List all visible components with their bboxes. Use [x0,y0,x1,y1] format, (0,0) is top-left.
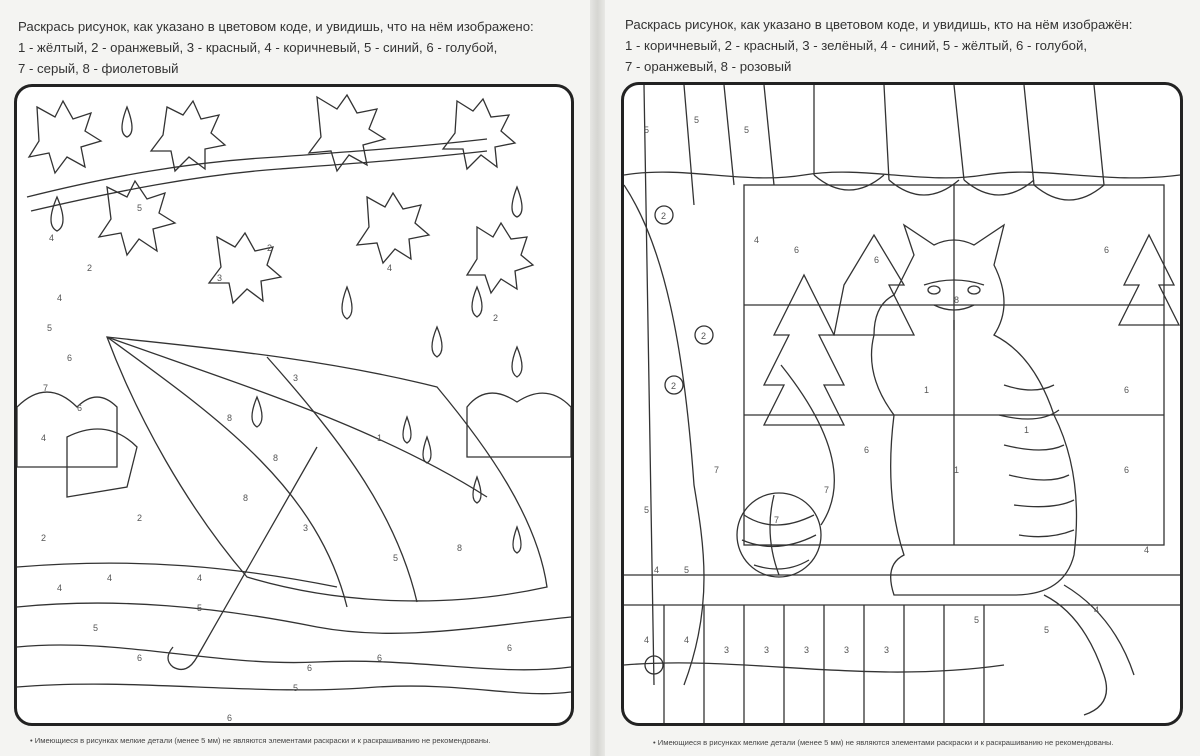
right-instructions [625,14,1132,77]
left-instruction-line: 7 - серый, 8 - фиолетовый [18,61,179,76]
area-number: 6 [874,255,880,265]
area-number: 5 [93,623,99,633]
area-number: 1 [924,385,930,395]
left-coloring-page [0,0,590,756]
area-number: 1 [377,433,383,443]
book-gutter [590,0,605,756]
area-number: 5 [293,683,299,693]
area-number: 5 [137,203,143,213]
area-number: 6 [137,653,143,663]
area-number: 4 [387,263,393,273]
area-number: 3 [217,273,223,283]
left-instructions [18,16,534,79]
area-number: 6 [1124,465,1130,475]
umbrella-leaves-line-art [17,87,571,723]
area-number: 5 [744,125,750,135]
left-footnote: • Имеющиеся в рисунках мелкие детали (менее 5 мм) не являются элементами раскраски и к раскрашиванию не рекомендованы. [30,736,491,745]
area-number: 7 [824,485,830,495]
area-number: 4 [754,235,760,245]
area-number: 4 [684,635,690,645]
area-number: 3 [764,645,770,655]
area-number: 4 [1144,545,1150,555]
area-number: 7 [43,383,49,393]
area-number: 4 [197,573,203,583]
area-number: 8 [273,453,279,463]
area-number: 5 [197,603,203,613]
area-number: 3 [884,645,890,655]
area-number: 4 [41,433,47,443]
area-number: 8 [243,493,249,503]
area-number: 4 [1094,605,1100,615]
area-number: 4 [644,635,650,645]
left-instruction-line: Раскрась рисунок, как указано в цветовом коде, и увидишь, что на нём изображено: [18,19,534,34]
area-number: 2 [661,211,667,221]
area-number: 6 [1124,385,1130,395]
area-number: 3 [293,373,299,383]
area-number: 6 [307,663,313,673]
area-number: 4 [654,565,660,575]
area-number: 4 [107,573,113,583]
area-number: 2 [87,263,93,273]
left-instruction-line: 1 - жёлтый, 2 - оранжевый, 3 - красный, 4 - коричневый, 5 - синий, 6 - голубой, [18,40,498,55]
area-number: 5 [644,505,650,515]
area-number: 5 [47,323,53,333]
area-number: 6 [1104,245,1110,255]
right-coloring-page [605,0,1200,756]
area-number: 6 [227,713,233,723]
area-number: 4 [57,293,63,303]
right-instruction-line: 7 - оранжевый, 8 - розовый [625,59,792,74]
area-number: 6 [377,653,383,663]
area-number: 6 [67,353,73,363]
area-number: 8 [954,295,960,305]
area-number: 5 [1044,625,1050,635]
area-number: 5 [644,125,650,135]
area-number: 3 [303,523,309,533]
area-number: 2 [493,313,499,323]
area-number: 2 [41,533,47,543]
area-number: 1 [1024,425,1030,435]
area-number: 6 [507,643,513,653]
area-number: 6 [864,445,870,455]
area-number: 1 [954,465,960,475]
area-number: 3 [724,645,730,655]
cat-window-line-art [624,85,1180,723]
area-number: 8 [457,543,463,553]
left-picture-frame [14,84,574,726]
area-number: 6 [77,403,83,413]
right-picture-frame [621,82,1183,726]
area-number: 2 [701,331,707,341]
area-number: 7 [714,465,720,475]
area-number: 4 [49,233,55,243]
area-number: 5 [393,553,399,563]
right-instruction-line: Раскрась рисунок, как указано в цветовом коде, и увидишь, кто на нём изображён: [625,17,1133,32]
area-number: 7 [774,515,780,525]
area-number: 3 [804,645,810,655]
area-number: 8 [227,413,233,423]
area-number: 5 [684,565,690,575]
area-number: 3 [844,645,850,655]
right-instruction-line: 1 - коричневый, 2 - красный, 3 - зелёный, 4 - синий, 5 - жёлтый, 6 - голубой, [625,38,1087,53]
area-number: 2 [267,243,273,253]
area-number: 6 [794,245,800,255]
area-number: 5 [974,615,980,625]
right-footnote: • Имеющиеся в рисунках мелкие детали (менее 5 мм) не являются элементами раскраски и к раскрашиванию не рекомендованы. [653,738,1114,747]
area-number: 2 [671,381,677,391]
area-number: 4 [57,583,63,593]
area-number: 5 [694,115,700,125]
area-number: 2 [137,513,143,523]
